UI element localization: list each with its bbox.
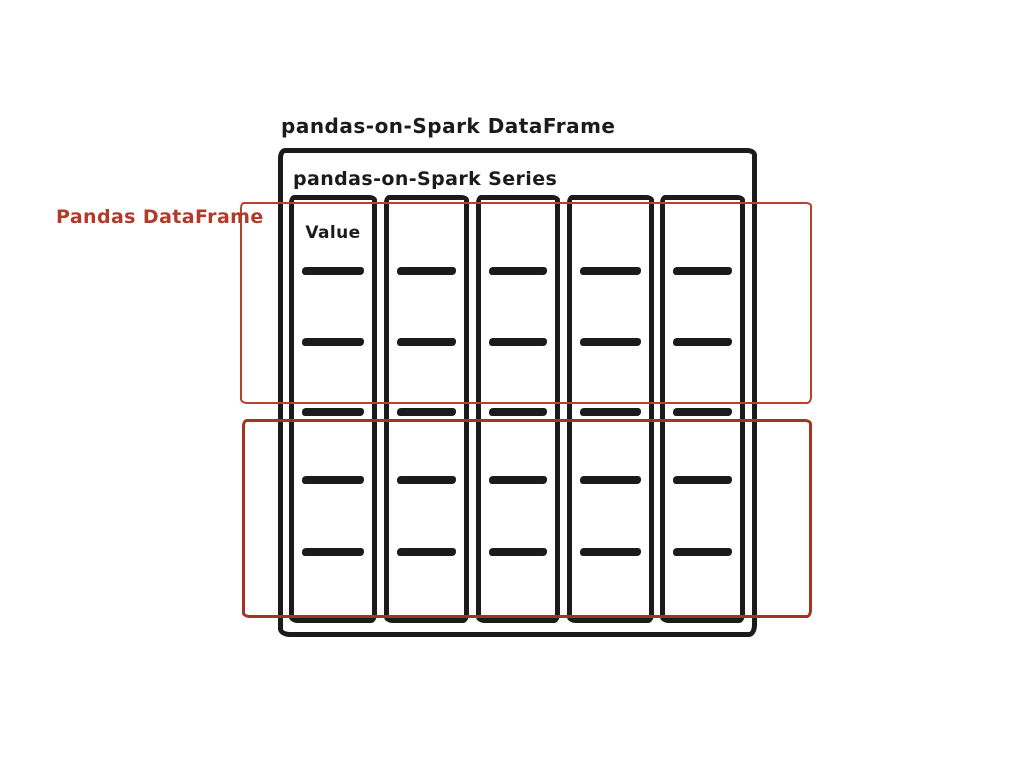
series-column-5 xyxy=(660,195,745,623)
series-column-3 xyxy=(476,195,560,623)
row-dash xyxy=(397,338,456,346)
row-dash xyxy=(580,408,641,416)
series-column-4 xyxy=(567,195,654,623)
row-dash xyxy=(580,267,641,275)
row-dash xyxy=(302,548,364,556)
row-dash xyxy=(397,476,456,484)
series-column-2 xyxy=(384,195,469,623)
row-dash xyxy=(302,408,364,416)
row-dash xyxy=(302,476,364,484)
row-dash xyxy=(489,408,547,416)
row-dash xyxy=(580,548,641,556)
row-dash xyxy=(673,476,732,484)
row-dash xyxy=(397,548,456,556)
row-dash xyxy=(489,476,547,484)
pandas-dataframe-label: Pandas DataFrame xyxy=(56,206,264,228)
diagram-title: pandas-on-Spark DataFrame xyxy=(281,114,616,138)
row-dash xyxy=(302,267,364,275)
row-dash xyxy=(397,267,456,275)
row-dash xyxy=(397,408,456,416)
row-dash xyxy=(489,267,547,275)
row-dash xyxy=(673,267,732,275)
row-dash xyxy=(580,476,641,484)
series-label: pandas-on-Spark Series xyxy=(293,168,558,190)
row-dash xyxy=(673,548,732,556)
row-dash xyxy=(580,338,641,346)
column-header: Value xyxy=(305,223,361,243)
row-dash xyxy=(489,338,547,346)
row-dash xyxy=(302,338,364,346)
row-dash xyxy=(489,548,547,556)
series-column-1 xyxy=(289,195,377,623)
row-dash xyxy=(673,338,732,346)
row-dash xyxy=(673,408,732,416)
